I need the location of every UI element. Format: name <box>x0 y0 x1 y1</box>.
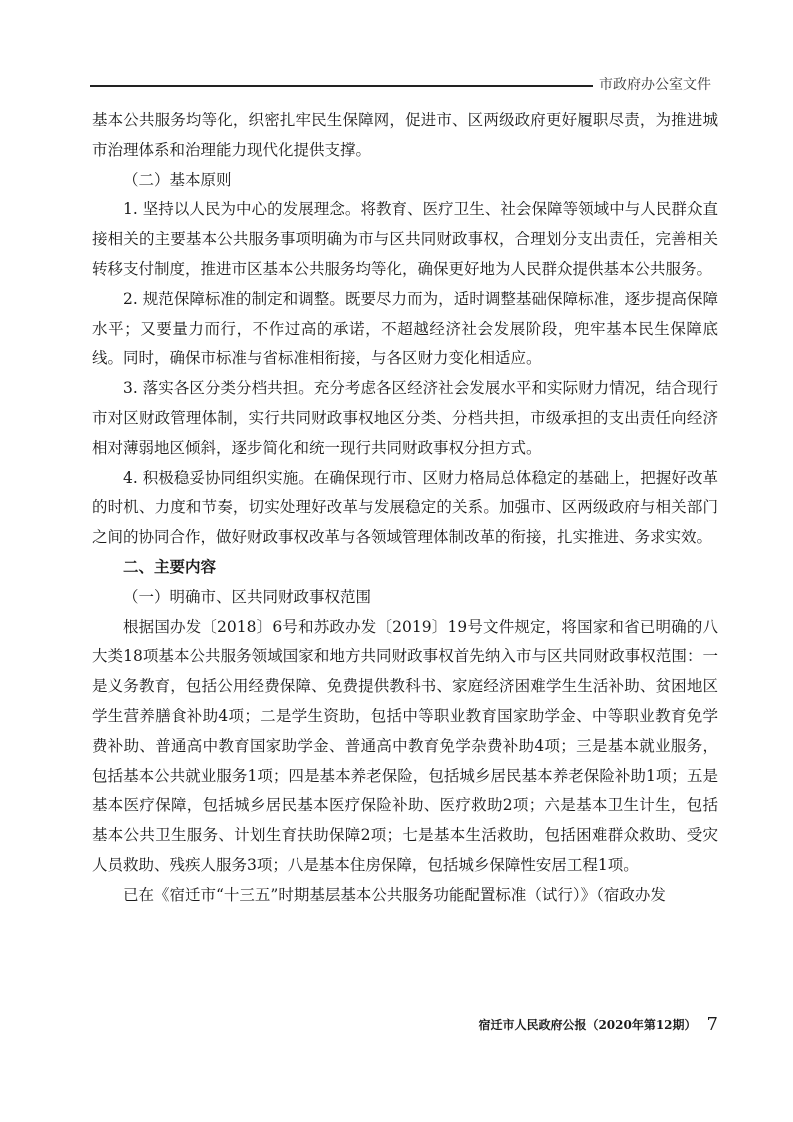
subheading-basic-principles: （二）基本原则 <box>123 170 232 189</box>
subheading-shared-powers: （一）明确市、区共同财政事权范围 <box>123 587 372 606</box>
paragraph-continued: 基本公共服务均等化，织密扎牢民生保障网，促进市、区两级政府更好履职尽责，为推进城市治理体系和治理能力现代化提供支撑。 <box>92 111 718 159</box>
paragraph-shared-powers: 根据国办发〔2018〕6号和苏政办发〔2019〕19号文件规定，将国家和省已明确的八大类18项基本公共服务领域国家和地方共同财政事权首先纳入市与区共同财政事权范围：一是义务教育，包括公用经费保障、免费提供教科书、家庭经济困难学生生活补助、贫困地区学生营养膳食补助4项；二是学生资助，包括中等职业教育国家助学金、中等职业教育免学费补助、普通高中教育国家助学金、普通高中教育免学杂费补助4项；三是基本就业服务，包括基本公共就业服务1项；四是基本养老保险，包括城乡居民基本养老保险补助1项；五是基本医疗保障，包括城乡居民基本医疗保险补助、医疗救助2项；六是基本卫生计生，包括基本公共卫生服务、计划生育扶助保障2项；七是基本生活救助，包括困难群众救助、受灾人员救助、残疾人服务3项；八是基本住房保障，包括城乡保障性安居工程1项。 <box>92 617 718 874</box>
paragraph-continues-next-page: 已在《宿迁市“十三五”时期基层基本公共服务功能配置标准（试行）》（宿政办发 <box>123 885 666 904</box>
paragraph-principle-3: 3. 落实各区分类分档共担。充分考虑各区经济社会发展水平和实际财力情况，结合现行市对区财政管理体制，实行共同财政事权地区分类、分档共担，市级承担的支出责任向经济相对薄弱地区倾斜，逐步简化和统一现行共同财政事权分担方式。 <box>92 379 718 457</box>
paragraph-principle-1: 1. 坚持以人民为中心的发展理念。将教育、医疗卫生、社会保障等领域中与人民群众直接相关的主要基本公共服务事项明确为市与区共同财政事权，合理划分支出责任，完善相关转移支付制度，推进市区基本公共服务均等化，确保更好地为人民群众提供基本公共服务。 <box>92 200 718 278</box>
page-number: 7 <box>706 1014 718 1035</box>
paragraph-principle-4: 4. 积极稳妥协同组织实施。在确保现行市、区财力格局总体稳定的基础上，把握好改革的时机、力度和节奏，切实处理好改革与发展稳定的关系。加强市、区两级政府与相关部门之间的协同合作，做好财政事权改革与各领域管理体制改革的衔接，扎实推进、务求实效。 <box>92 468 718 547</box>
publication-name: 宿迁市人民政府公报（2020年第12期） <box>478 1018 697 1032</box>
header-label: 市政府办公室文件 <box>593 74 711 94</box>
document-body <box>92 106 718 911</box>
page-footer <box>92 1014 718 1035</box>
section-heading-main-content: 二、主要内容 <box>123 557 217 576</box>
paragraph-principle-2: 2. 规范保障标准的制定和调整。既要尽力而为，适时调整基础保障标准，逐步提高保障水平；又要量力而行，不作过高的承诺，不超越经济社会发展阶段，兜牢基本民生保障底线。同时，确保市标准与省标准相衔接，与各区财力变化相适应。 <box>92 289 718 368</box>
